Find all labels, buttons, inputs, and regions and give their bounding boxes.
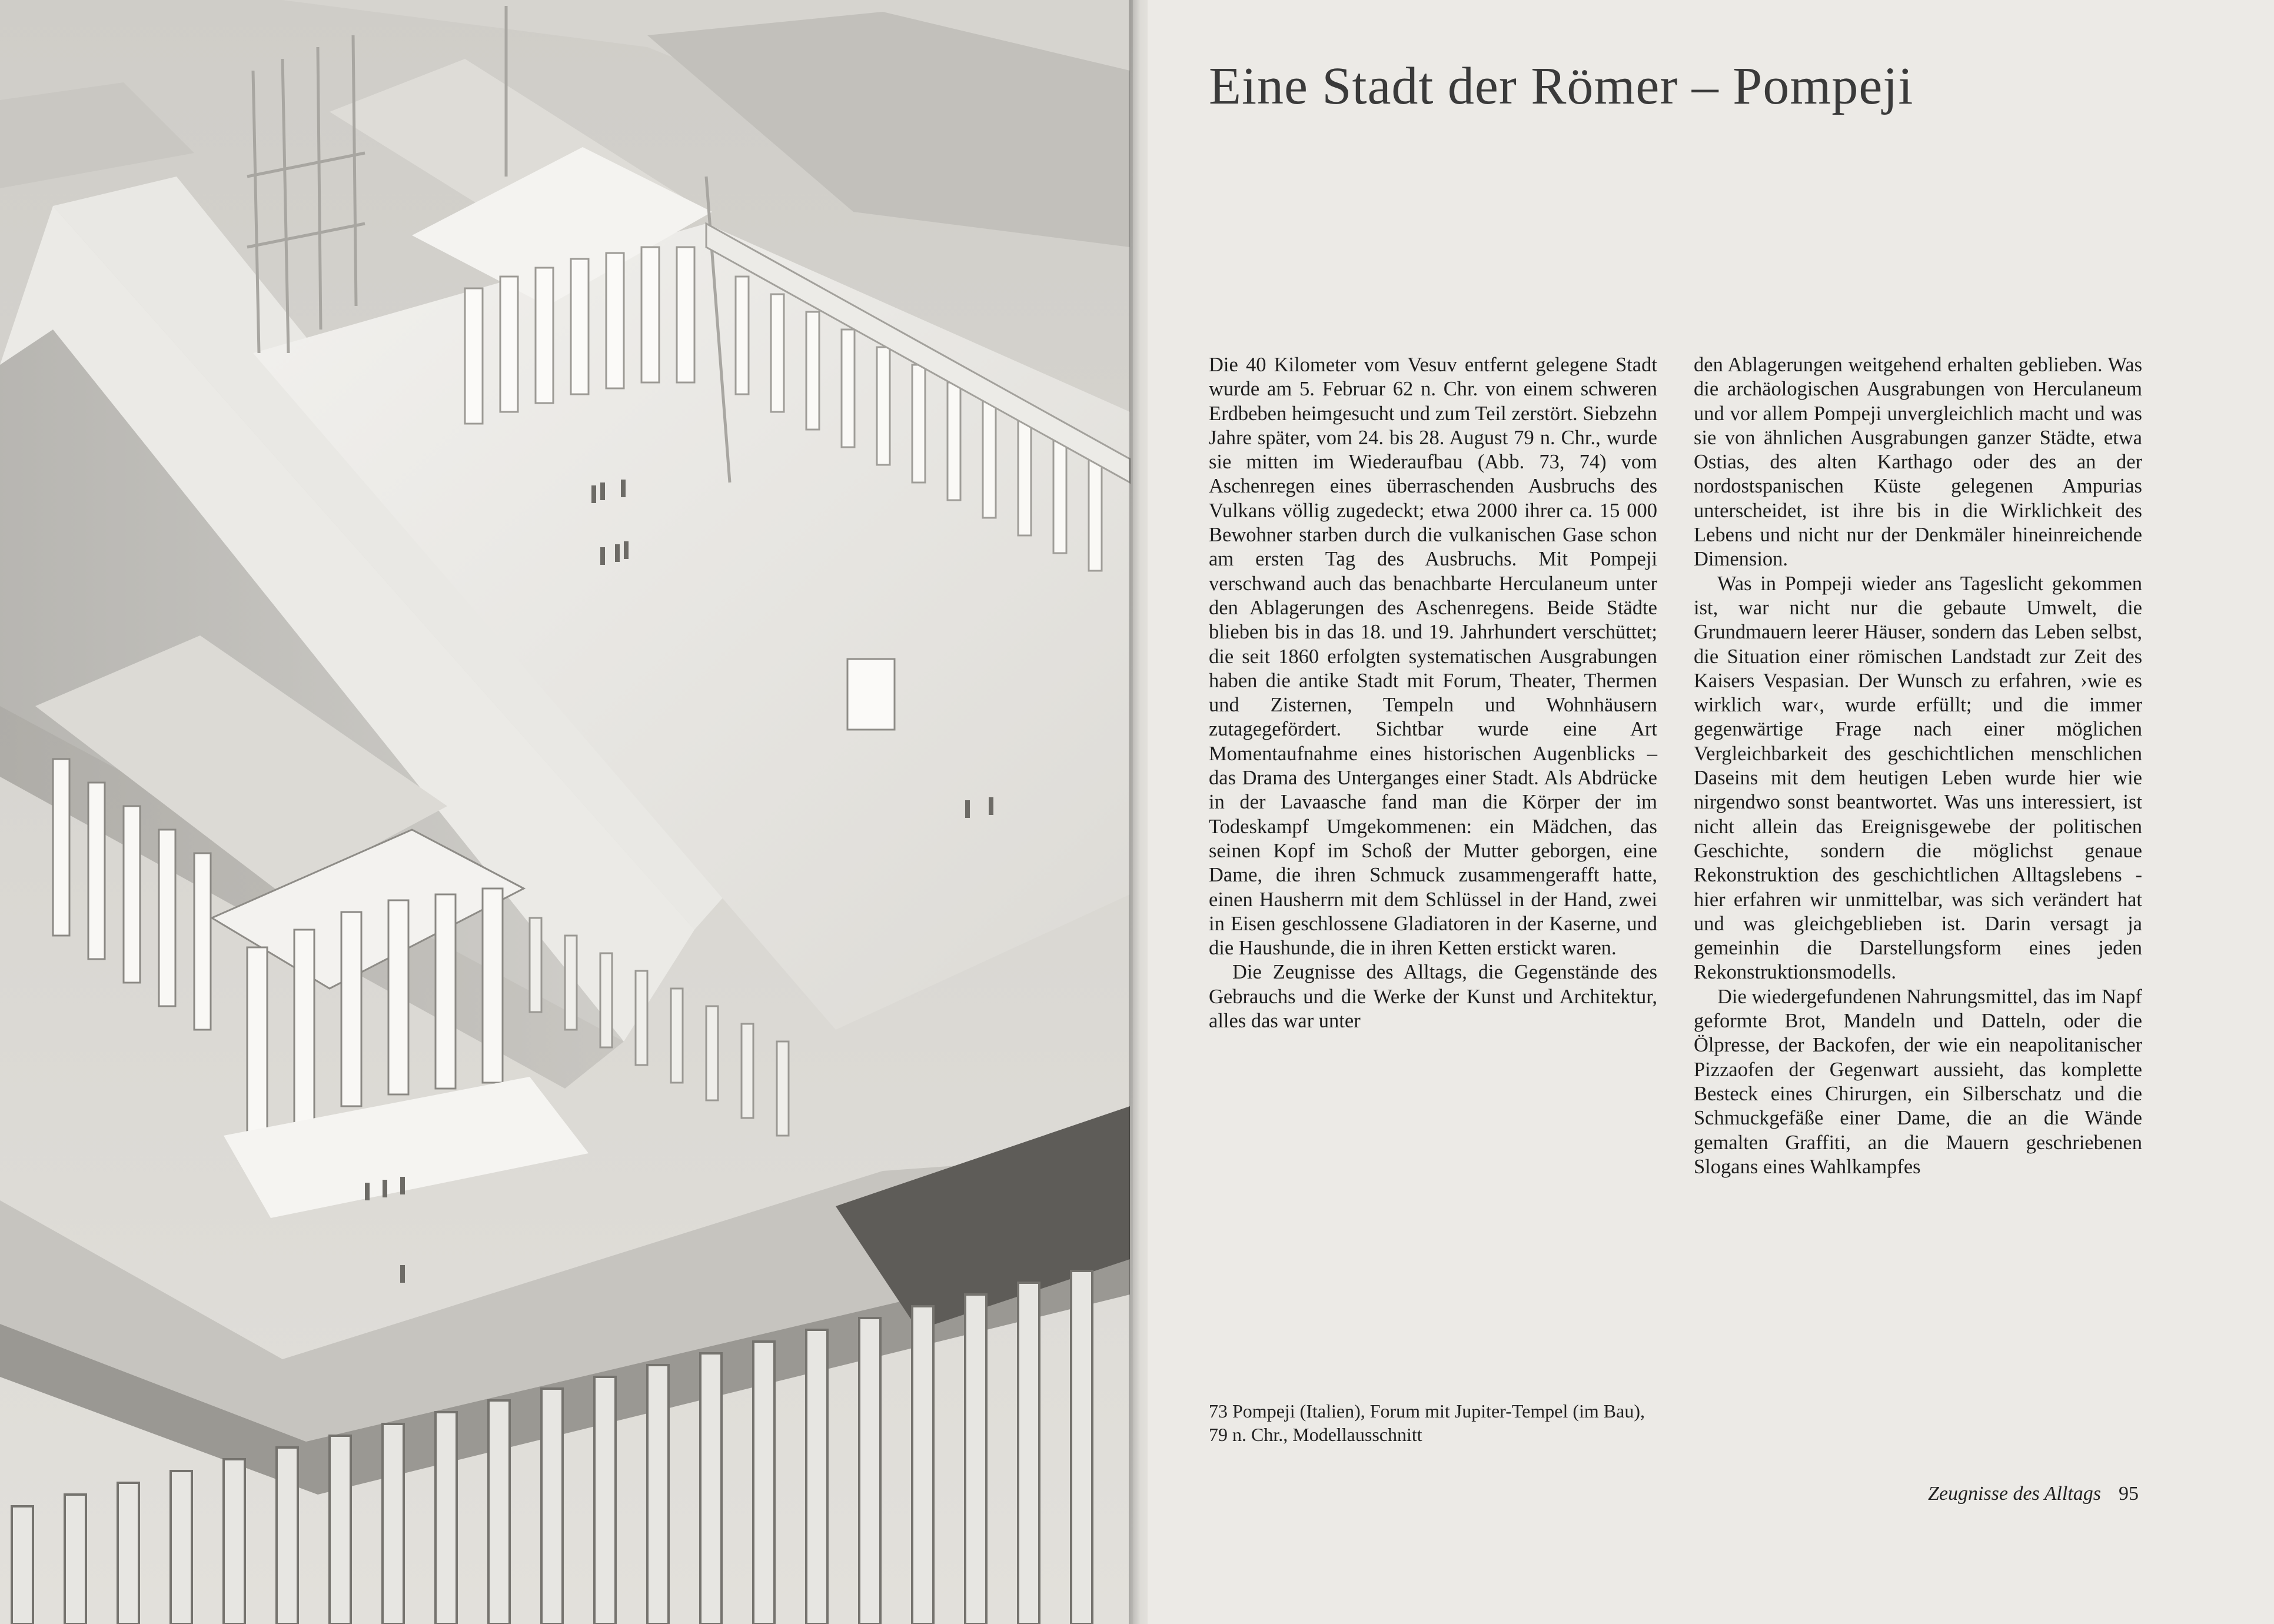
paragraph: Die 40 Kilometer vom Vesuv entfernt gelegene Stadt wurde am 5. Februar 62 n. Chr. von einem schweren Erdbeben heimgesucht und zum Teil zerstört. Siebzehn Jahre später, vom 24. bis 28. August 79 n. Chr., wurde sie mitten im Wiederaufbau (Abb. 73, 74) vom Aschenregen eines überraschenden Ausbruchs des Vulkans völlig zugedeckt; etwa 2000 ihrer ca. 15 000 Bewohner starben durch die vulkanischen Gase schon am ersten Tag des Ausbruchs. Mit Pompeji verschwand auch das benachbarte Herculaneum unter den Ablagerungen des Aschenregens. Beide Städte blieben bis in das 18. und 19. Jahrhundert verschüttet; die seit 1860 erfolgten systematischen Ausgrabungen haben die antike Stadt mit Forum, Theater, Thermen und Zisternen, Tempeln und Wohnhäusern zutagegefördert. Sichtbar wurde eine Art Momentaufnahme eines historischen Augenblicks – das Drama des Unterganges einer Stadt. Als Abdrücke in der Lavaasche fand man die Körper der im Todeskampf Umgekommenen: ein Mädchen, das seinen Kopf im Schoß der Mutter geborgen, eine Dame, die ihren Schmuck zusammengerafft hatte, einen Hausherrn mit dem Schlüssel in der Hand, zwei in Eisen geschlossene Gladiatoren in der Kaserne, und die Haushunde, die in ihren Ketten erstickt waren. <box>1209 354 1657 960</box>
paragraph: den Ablagerungen weitgehend erhalten geblieben. Was die archäologischen Ausgrabungen von Herculaneum und vor allem Pompeji unvergleichlich macht und was sie von ähnlichen Ausgrabungen ganzer Städte, etwa Ostias, des alten Karthago oder des an der nordostspanischen Küste gelegenen Ampurias unterscheidet, ist ihre bis in die Wirklichkeit des Lebens und nicht nur der Denkmäler hineinreichende Dimension. <box>1694 354 2142 571</box>
page-footer <box>1928 1483 2139 1505</box>
text-column-1 <box>1209 353 1657 1033</box>
paragraph: Die Zeugnisse des Alltags, die Gegenstände des Gebrauchs und die Werke der Kunst und Architektur, alles das war unter <box>1209 961 1657 1033</box>
paragraph: Die wiedergefundenen Nahrungsmittel, das im Napf geformte Brot, Mandeln und Datteln, oder die Ölpresse, der Backofen, der wie ein neapolitanischer Pizzaofen der Gegenwart aussieht, das komplette Besteck eines Chirurgen, ein Silberschatz und die Schmuckgefäße einer Dame, die an die Wände gemalten Graffiti, an die Mauern geschriebenen Slogans eines Wahlkampfes <box>1694 985 2142 1178</box>
forum-model-photo <box>0 0 1133 1624</box>
paragraph: Was in Pompeji wieder ans Tageslicht gekommen ist, war nicht nur die gebaute Umwelt, die Grundmauern leerer Häuser, sondern das Leben selbst, die Situation einer römischen Landstadt zur Zeit des Kaisers Vespasian. Der Wunsch zu erfahren, ›wie es wirklich war‹, wurde erfüllt; und die immer gegenwärtige Frage nach einer möglichen Vergleichbarkeit des geschichtlichen menschlichen Daseins mit dem heutigen Leben wurde hier wie nirgendwo sonst beantwortet. Was uns interessiert, ist nicht allein das Ereignisgewebe der politischen Geschichte, sondern die möglichst genaue Rekonstruktion des geschichtlichen Alltagslebens - hier erfahren wir unmittelbar, was sich verändert hat und was gleichgeblieben ist. Darin versagt ja gemeinhin die Darstellungsform eines jeden Rekonstruktionsmodells. <box>1694 572 2142 984</box>
running-title: Zeugnisse des Alltags <box>1927 1483 2101 1505</box>
text-page <box>1148 0 2274 1624</box>
chapter-title: Eine Stadt der Römer – Pompeji <box>1209 57 1914 115</box>
figure-caption: 73 Pompeji (Italien), Forum mit Jupiter-Tempel (im Bau), 79 n. Chr., Modellausschnitt <box>1209 1400 1645 1445</box>
text-column-2 <box>1694 353 2142 1179</box>
page-number: 95 <box>2119 1483 2139 1505</box>
